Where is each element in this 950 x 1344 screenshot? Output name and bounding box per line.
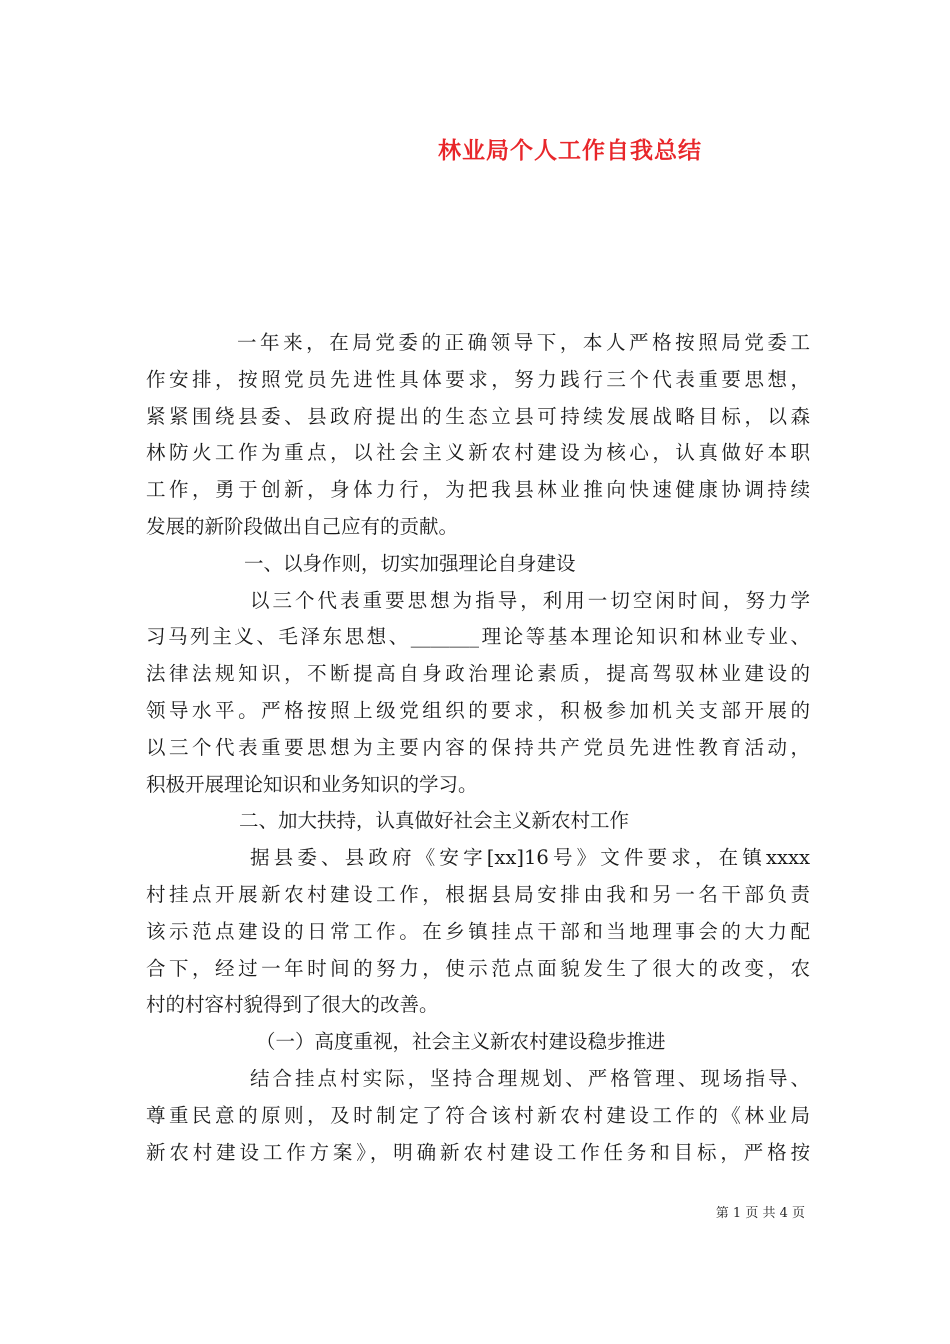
paragraph-theory-line: 法律法规知识，不断提高自身政治理论素质，提高驾驭林业建设的 [146, 662, 810, 686]
paragraph-plan-line: 新农村建设工作方案》，明确新农村建设工作任务和目标，严格按 [146, 1140, 810, 1164]
document-title: 林业局个人工作自我总结 [438, 137, 702, 164]
paragraph-theory-line: 领导水平。严格按照上级党组织的要求，积极参加机关支部开展的 [146, 698, 810, 722]
paragraph-plan-line: 结合挂点村实际，坚持合理规划、严格管理、现场指导、 [250, 1066, 810, 1090]
section-heading-2: 二、加大扶持，认真做好社会主义新农村工作 [239, 809, 630, 833]
paragraph-intro-line: 发展的新阶段做出自己应有的贡献。 [146, 514, 459, 538]
paragraph-village-line: 该示范点建设的日常工作。在乡镇挂点干部和当地理事会的大力配 [146, 919, 810, 943]
paragraph-intro-line: 林防火工作为重点，以社会主义新农村建设为核心，认真做好本职 [146, 441, 810, 465]
paragraph-theory-line: 积极开展理论知识和业务知识的学习。 [146, 772, 478, 796]
paragraph-village-line: 村挂点开展新农村建设工作，根据县局安排由我和另一名干部负责 [146, 882, 810, 906]
document-body [146, 325, 810, 1171]
page-number-footer: 第 1 页 共 4 页 [715, 1206, 805, 1221]
paragraph-intro-line: 作安排，按照党员先进性具体要求，努力践行三个代表重要思想， [146, 367, 810, 391]
section-heading-1: 一、以身作则，切实加强理论自身建设 [244, 551, 576, 575]
paragraph-theory-line: 习马列主义、毛泽东思想、_______理论等基本理论知识和林业专业、 [146, 625, 810, 649]
paragraph-intro-line: 紧紧围绕县委、县政府提出的生态立县可持续发展战略目标，以森 [146, 404, 810, 428]
paragraph-village-line: 村的村容村貌得到了很大的改善。 [146, 993, 439, 1017]
paragraph-plan-line: 尊重民意的原则，及时制定了符合该村新农村建设工作的《林业局 [146, 1103, 810, 1127]
paragraph-village-line: 据县委、县政府《安字[xx]16号》文件要求，在镇xxxx [250, 846, 810, 870]
paragraph-theory-line: 以三个代表重要思想为指导，利用一切空闲时间，努力学 [250, 588, 810, 612]
paragraph-intro-line: 一年来，在局党委的正确领导下，本人严格按照局党委工 [237, 331, 810, 354]
paragraph-intro-line: 工作，勇于创新，身体力行，为把我县林业推向快速健康协调持续 [146, 478, 810, 502]
paragraph-village-line: 合下，经过一年时间的努力，使示范点面貌发生了很大的改变，农 [146, 956, 810, 980]
paragraph-theory-line: 以三个代表重要思想为主要内容的保持共产党员先进性教育活动， [146, 735, 810, 759]
subsection-heading-1: （一）高度重视，社会主义新农村建设稳步推进 [256, 1030, 666, 1054]
